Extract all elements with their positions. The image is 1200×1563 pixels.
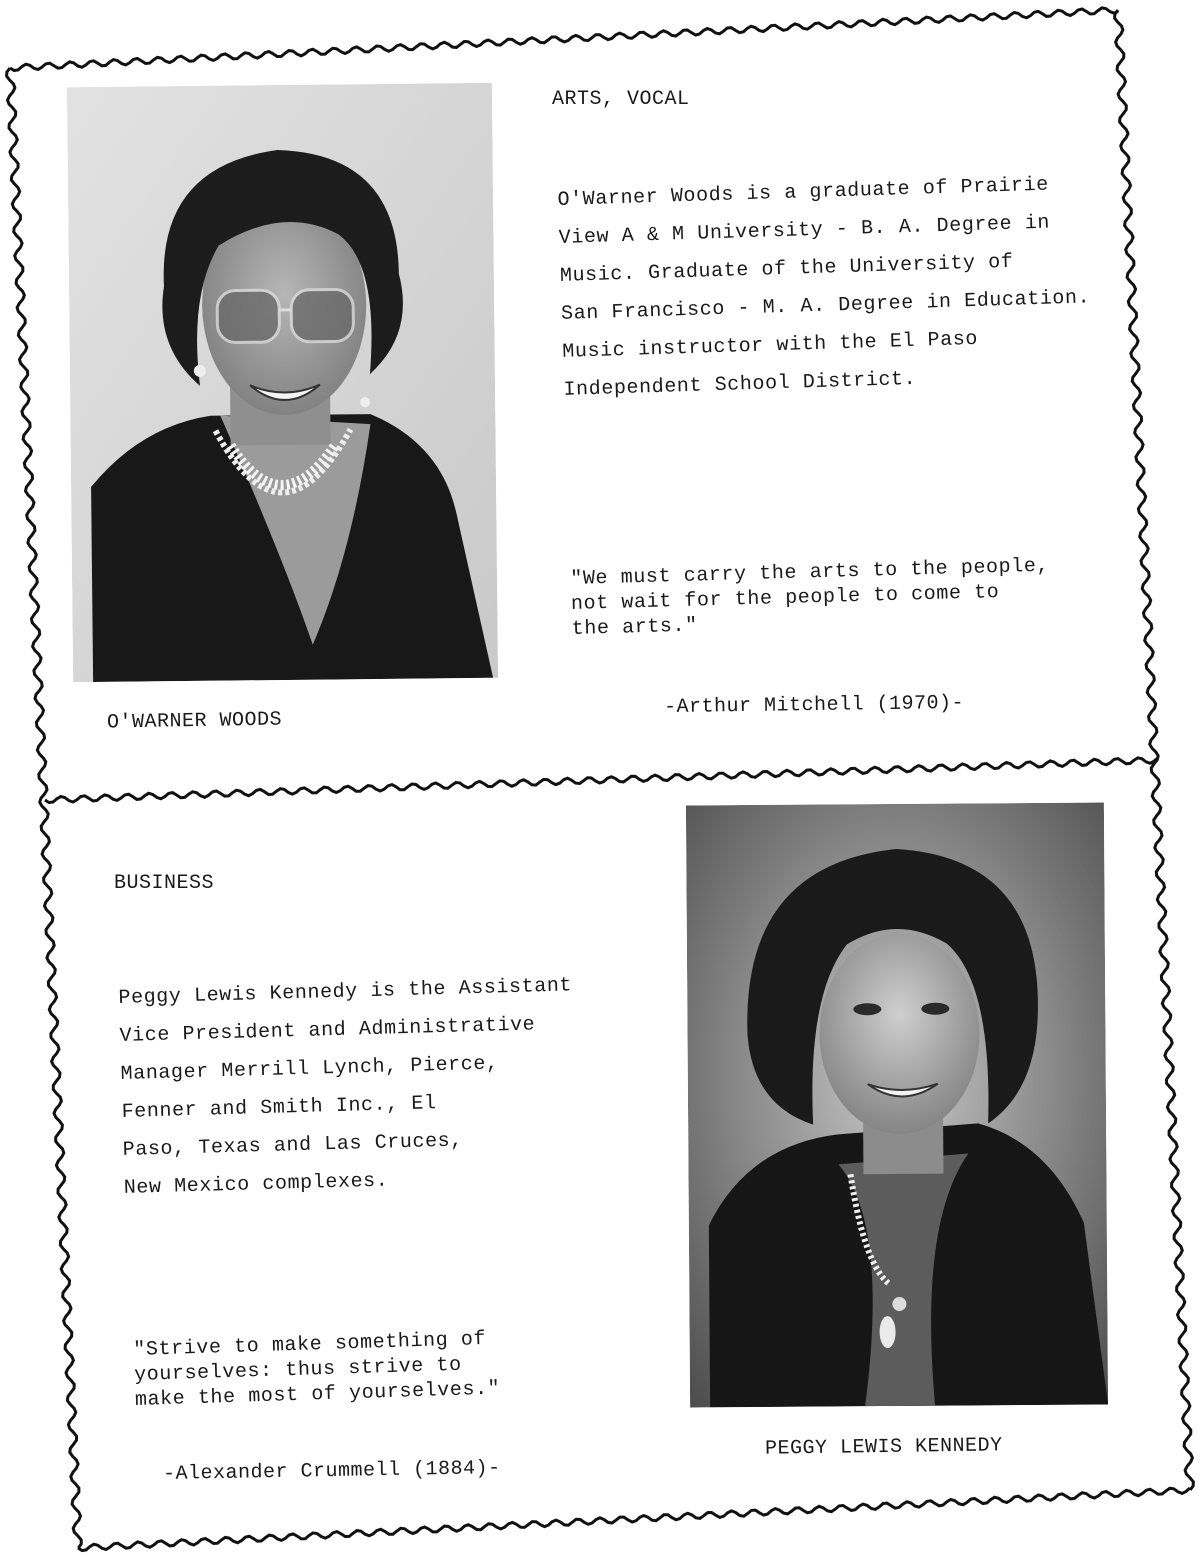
quote-line: yourselves: thus strive to <box>133 1353 463 1387</box>
portrait-photo-icon <box>686 803 1108 1408</box>
bio-line: Paso, Texas and Las Cruces, <box>122 1129 464 1162</box>
owarner-woods-bio <box>557 165 1093 410</box>
business-category: BUSINESS <box>114 872 215 895</box>
bio-line: Independent School District. <box>563 367 917 402</box>
owarner-woods-caption: O'WARNER WOODS <box>106 708 283 735</box>
quote-line: make the most of yourselves." <box>134 1377 501 1412</box>
bio-line: View A & M University - B. A. Degree in <box>558 211 1051 250</box>
alexander-crummell-quote <box>133 1327 501 1413</box>
peggy-kennedy-bio <box>118 967 578 1208</box>
owarner-woods-photo <box>67 83 498 682</box>
bio-line: Manager Merrill Lynch, Pierce, <box>120 1052 499 1086</box>
alexander-crummell-attribution: -Alexander Crummell (1884)- <box>162 1457 501 1486</box>
quote-line: "Strive to make something of <box>133 1327 487 1362</box>
arthur-mitchell-quote <box>570 554 1051 642</box>
bio-line: Music. Graduate of the University of <box>559 250 1014 288</box>
quote-line: "We must carry the arts to the people, <box>570 554 1050 591</box>
bio-line: O'Warner Woods is a graduate of Prairie <box>557 173 1050 212</box>
peggy-kennedy-photo <box>686 803 1108 1408</box>
peggy-kennedy-caption: PEGGY LEWIS KENNEDY <box>764 1434 1003 1461</box>
quote-line: not wait for the people to come to <box>570 581 1000 616</box>
bio-line: Fenner and Smith Inc., El <box>121 1092 437 1124</box>
bio-line: San Francisco - M. A. Degree in Education. <box>560 286 1091 326</box>
bio-line: Peggy Lewis Kennedy is the Assistant <box>118 974 573 1010</box>
arts-vocal-category: ARTS, VOCAL <box>552 88 690 111</box>
bio-line: New Mexico complexes. <box>123 1169 389 1200</box>
quote-line: the arts." <box>571 614 699 641</box>
bio-line: Vice President and Administrative <box>119 1013 536 1048</box>
bio-line: Music instructor with the El Paso <box>561 327 979 364</box>
portrait-photo-icon <box>67 83 498 682</box>
arthur-mitchell-attribution: -Arthur Mitchell (1970)- <box>663 691 965 720</box>
